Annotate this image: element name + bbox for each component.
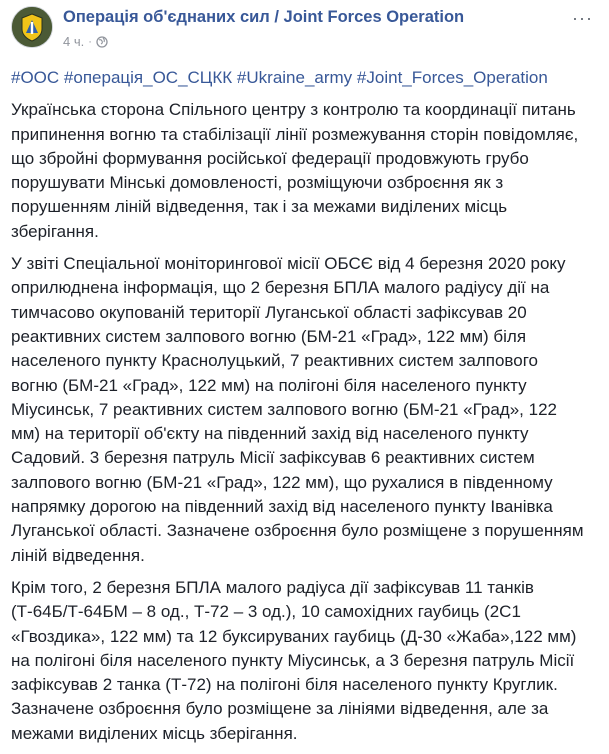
post-paragraph-2: У звіті Спеціальної моніторингової місії ОБСЄ від 4 березня 2020 року оприлюднена інформація, що 2 березня БПЛА малого радіусу дії на тимчасово окупованій території Луганської області зафіксував 20 реактивних систем залпового вогню (БМ-21 «Град», 122 мм) біля населеного пункту Краснолуцький, 7 реактивних систем залпового вогню (БМ-21 «Град», 122 мм) на полігоні біля населеного пункту Міусинськ, 7 реактивних систем залпового вогню (БМ-21 «Град», 122 мм) на території об'єкту на південний захід від населеного пункту Садовий. 3 березня патруль Місії зафіксував 6 реактивних систем залпового вогню (БМ-21 «Град», 122 мм), що рухалися в південному напрямку дорогою на південний захід від населеного пункту Іванівка Луганської області. Зазначене озброєння було розміщене з порушенням ліній відведення. [11,254,584,565]
post-meta [63,34,108,49]
post-body [11,66,601,754]
meta-separator: · [88,35,92,48]
globe-icon[interactable] [96,36,108,48]
post-paragraph-3: Крім того, 2 березня БПЛА малого радіуса дії зафіксував 11 танків (Т-64Б/Т-64БМ – 8 од., Т-72 – 3 од.), 10 самохідних гаубиць (2С1 «Гвоздика», 122 мм) та 12 буксируваних гаубиць (Д-30 «Жаба»,122 мм) на полігоні біля населеного пункту Міусинськ, а 3 березня патруль Місії зафіксував 2 танка (Т-72) на полігоні біля населеного пункту Круглик. Зазначене озброєння було розміщене за лініями відведення, але за межами виділених місць зберігання. [11,577,577,743]
hashtag-link[interactable]: #Ukraine_army [236,68,353,87]
hashtag-link[interactable]: #Joint_Forces_Operation [356,68,548,87]
post-options-button[interactable]: ··· [572,8,593,28]
hashtag-link[interactable]: #операція_ОС_СЦКК [63,68,233,87]
page-avatar[interactable] [11,6,53,48]
shield-emblem-icon [12,7,52,47]
hashtag-link[interactable]: #ООС [11,68,60,87]
post-timestamp[interactable]: 4 ч. [63,34,85,49]
hashtag-line [11,66,601,90]
page-name-link[interactable]: Операція об'єднаних сил / Joint Forces Operation [63,8,465,26]
post-paragraph-1: Українська сторона Спільного центру з контролю та координації питань припинення вогню та стабілізації лінії розмежування сторін повідомляє, що збройні формування російської федерації продовжують грубо порушувати Мінські домовленості, розміщуючи озброєння як з порушенням ліній відведення, так і за межами виділених місць зберігання. [11,100,579,241]
